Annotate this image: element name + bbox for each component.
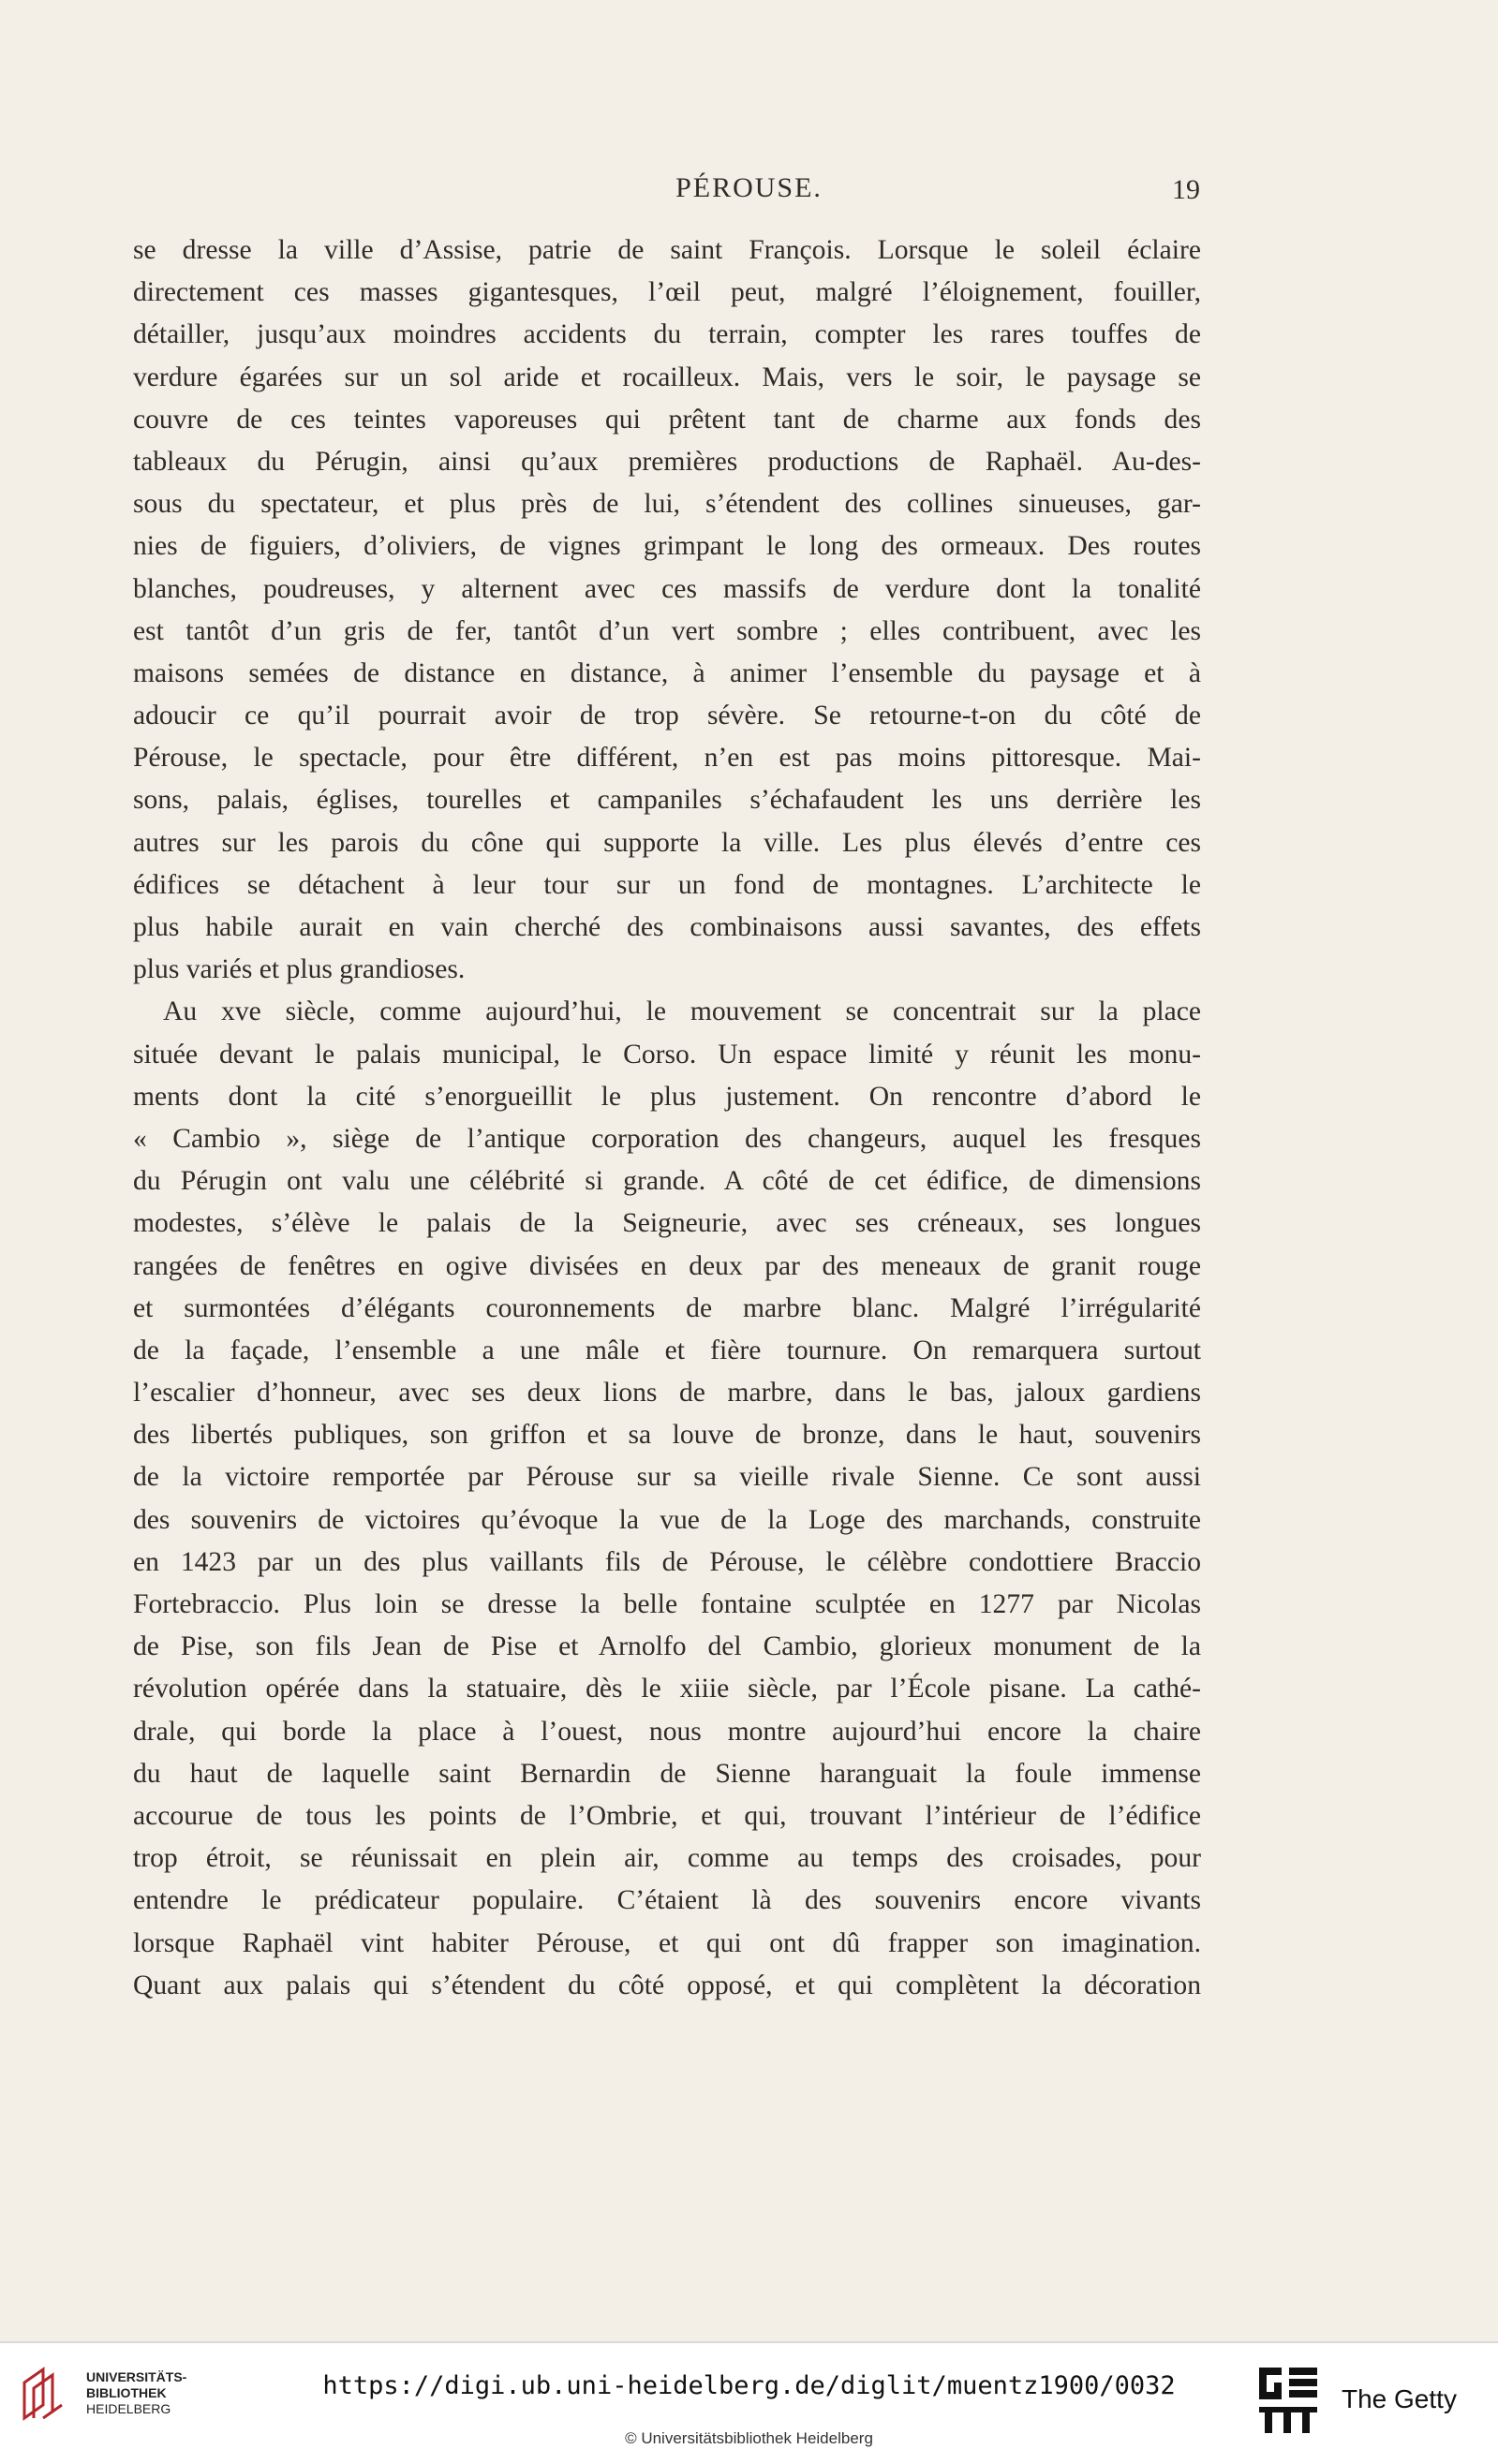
library-city: HEIDELBERG xyxy=(86,2401,171,2416)
text-line: adoucir ce qu’il pourrait avoir de trop sévère. Se retourne-t-on du côté de xyxy=(133,701,1201,731)
text-line: de la façade, l’ensemble a une mâle et fière tournure. On remarquera surtout xyxy=(133,1335,1201,1365)
text-line: directement ces masses gigantesques, l’œil peut, malgré l’éloignement, fouiller, xyxy=(133,277,1201,308)
text-line: détailler, jusqu’aux moindres accidents du terrain, compter les rares touffes de xyxy=(133,319,1201,350)
library-name-line: BIBLIOTHEK xyxy=(86,2385,167,2400)
page-number: 19 xyxy=(1172,174,1200,205)
text-line: blanches, poudreuses, y alternent avec ces massifs de verdure dont la tonalité xyxy=(133,573,1201,604)
text-line: accourue de tous les points de l’Ombrie, et qui, trouvant l’intérieur de l’édifice xyxy=(133,1800,1201,1831)
getty-logo-icon xyxy=(1257,2366,1321,2435)
text-line: ments dont la cité s’enorgueillit le plus justement. On rencontre d’abord le xyxy=(133,1081,1201,1112)
text-line: édifices se détachent à leur tour sur un fond de montagnes. L’architecte le xyxy=(133,869,1201,900)
text-line: « Cambio », siège de l’antique corporation des changeurs, auquel les fresques xyxy=(133,1123,1201,1154)
text-line: couvre de ces teintes vaporeuses qui prêtent tant de charme aux fonds des xyxy=(133,404,1201,435)
text-line: Pérouse, le spectacle, pour être différent, n’en est pas moins pittoresque. Mai- xyxy=(133,743,1201,774)
text-line: drale, qui borde la place à l’ouest, nous montre aujourd’hui encore la chaire xyxy=(133,1716,1201,1747)
running-title: PÉROUSE. xyxy=(675,172,823,203)
text-line: trop étroit, se réunissait en plein air, comme au temps des croisades, pour xyxy=(133,1843,1201,1874)
text-line: est tantôt d’un gris de fer, tantôt d’un vert sombre ; elles contribuent, avec les xyxy=(133,615,1201,646)
text-line: et surmontées d’élégants couronnements de marbre blanc. Malgré l’irrégularité xyxy=(133,1292,1201,1323)
text-line: de Pise, son fils Jean de Pise et Arnolfo del Cambio, glorieux monument de la xyxy=(133,1631,1201,1662)
library-name-line: UNIVERSITÄTS- xyxy=(86,2369,187,2384)
text-line: de la victoire remportée par Pérouse sur sa vieille rivale Sienne. Ce sont aussi xyxy=(133,1462,1201,1493)
text-line: autres sur les parois du cône qui supporte la ville. Les plus élevés d’entre ces xyxy=(133,827,1201,858)
partner-name: The Getty xyxy=(1342,2384,1457,2413)
text-line: l’escalier d’honneur, avec ses deux lions de marbre, dans le bas, jaloux gardiens xyxy=(133,1378,1201,1409)
text-line: rangées de fenêtres en ogive divisées en deux par des meneaux de granit rouge xyxy=(133,1250,1201,1281)
text-line: sous du spectateur, et plus près de lui, s’étendent des collines sinueuses, gar- xyxy=(133,489,1201,520)
text-line: des souvenirs de victoires qu’évoque la vue de la Loge des marchands, construite xyxy=(133,1504,1201,1535)
text-line: située devant le palais municipal, le Corso. Un espace limité y réunit les monu- xyxy=(133,1039,1201,1070)
text-line: verdure égarées sur un sol aride et rocailleux. Mais, vers le soir, le paysage se xyxy=(133,361,1201,392)
text-line: maisons semées de distance en distance, à animer l’ensemble du paysage et à xyxy=(133,657,1201,688)
text-line: nies de figuiers, d’oliviers, de vignes grimpant le long des ormeaux. Des routes xyxy=(133,531,1201,562)
text-line: plus habile aurait en vain cherché des combinaisons aussi savantes, des effets xyxy=(133,912,1201,942)
text-line: Fortebraccio. Plus loin se dresse la belle fontaine sculptée en 1277 par Nicolas xyxy=(133,1589,1201,1619)
text-line: des libertés publiques, son griffon et sa louve de bronze, dans le haut, souvenirs xyxy=(133,1420,1201,1451)
running-head xyxy=(0,169,1498,215)
paragraph-first-line: Au xve siècle, comme aujourd’hui, le mouvement se concentrait sur la place xyxy=(163,996,1201,1027)
text-line: se dresse la ville d’Assise, patrie de saint François. Lorsque le soleil éclaire xyxy=(133,235,1201,265)
text-line: sons, palais, églises, tourelles et campaniles s’échafaudent les uns derrière les xyxy=(133,785,1201,816)
text-line: entendre le prédicateur populaire. C’étaient là des souvenirs encore vivants xyxy=(133,1885,1201,1916)
text-line: du Pérugin ont valu une célébrité si grande. A côté de cet édifice, de dimensions xyxy=(133,1166,1201,1197)
text-line: du haut de laquelle saint Bernardin de Sienne haranguait la foule immense xyxy=(133,1758,1201,1789)
text-line: Quant aux palais qui s’étendent du côté opposé, et qui complètent la décoration xyxy=(133,1970,1201,2000)
paragraph-last-line: plus variés et plus grandioses. xyxy=(133,954,466,985)
text-line: révolution opérée dans la statuaire, dès le xiiie siècle, par l’École pisane. La cathé- xyxy=(133,1674,1201,1704)
text-line: lorsque Raphaël vint habiter Pérouse, et qui ont dû frapper son imagination. xyxy=(133,1927,1201,1958)
body-text xyxy=(133,229,1201,2007)
text-line: tableaux du Pérugin, ainsi qu’aux premières productions de Raphaël. Au-des- xyxy=(133,446,1201,477)
permalink-url[interactable]: https://digi.ub.uni-heidelberg.de/diglit/muentz1900/0032 xyxy=(322,2371,1176,2400)
text-line: en 1423 par un des plus vaillants fils de Pérouse, le célèbre condottiere Braccio xyxy=(133,1546,1201,1577)
copyright-notice: © Universitätsbibliothek Heidelberg xyxy=(625,2429,873,2447)
footer-bar xyxy=(0,2341,1498,2464)
text-line: modestes, s’élève le palais de la Seigneurie, avec ses créneaux, ses longues xyxy=(133,1208,1201,1239)
